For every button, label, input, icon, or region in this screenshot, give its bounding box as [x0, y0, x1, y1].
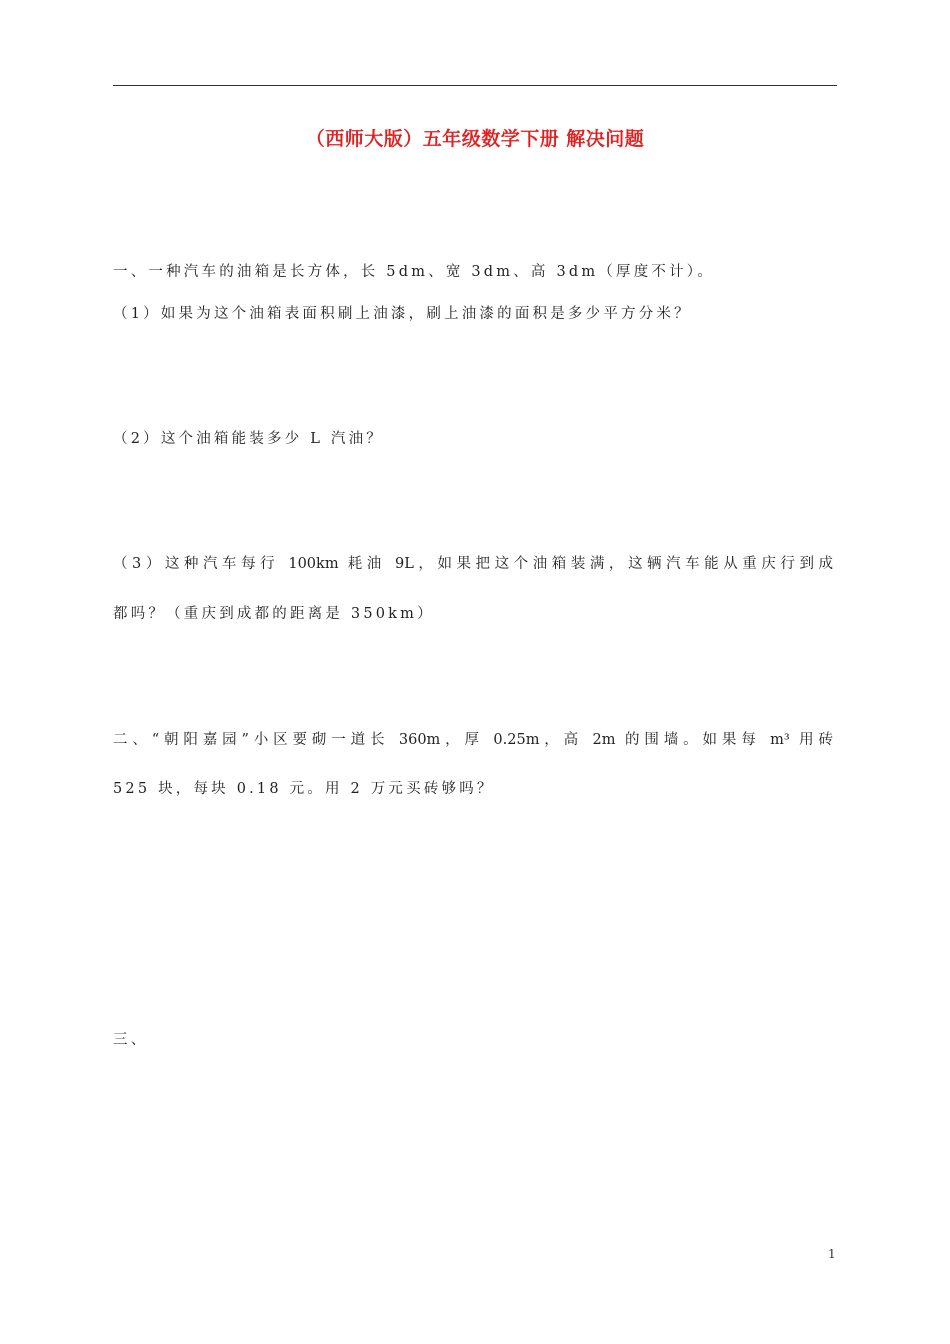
- document-title: （西师大版）五年级数学下册 解决问题: [305, 128, 645, 150]
- question-1-part-2: （2）这个油箱能装多少 L 汽油？: [113, 431, 384, 447]
- question-1-part-3-line-1: （3）这种汽车每行 100km 耗油 9L，如果把这个油箱装满，这辆汽车能从重庆行到成: [113, 556, 833, 572]
- question-2-line-2: 525 块，每块 0.18 元。用 2 万元买砖够吗？: [113, 781, 495, 797]
- question-1-stem: 一、一种汽车的油箱是长方体，长 5dm、宽 3dm、高 3dm（厚度不计）。: [113, 264, 715, 280]
- header-rule: [113, 85, 837, 86]
- page-number: 1: [828, 1247, 836, 1261]
- question-1-part-3-line-2: 都吗？（重庆到成都的距离是 350km）: [113, 606, 435, 622]
- question-2-line-1: 二、“朝阳嘉园”小区要砌一道长 360m，厚 0.25m，高 2m 的围墙。如果每 m³ 用砖: [113, 732, 833, 748]
- question-1-part-1: （1）如果为这个油箱表面积刷上油漆，刷上油漆的面积是多少平方分米？: [113, 306, 692, 322]
- question-3-label: 三、: [113, 1032, 149, 1048]
